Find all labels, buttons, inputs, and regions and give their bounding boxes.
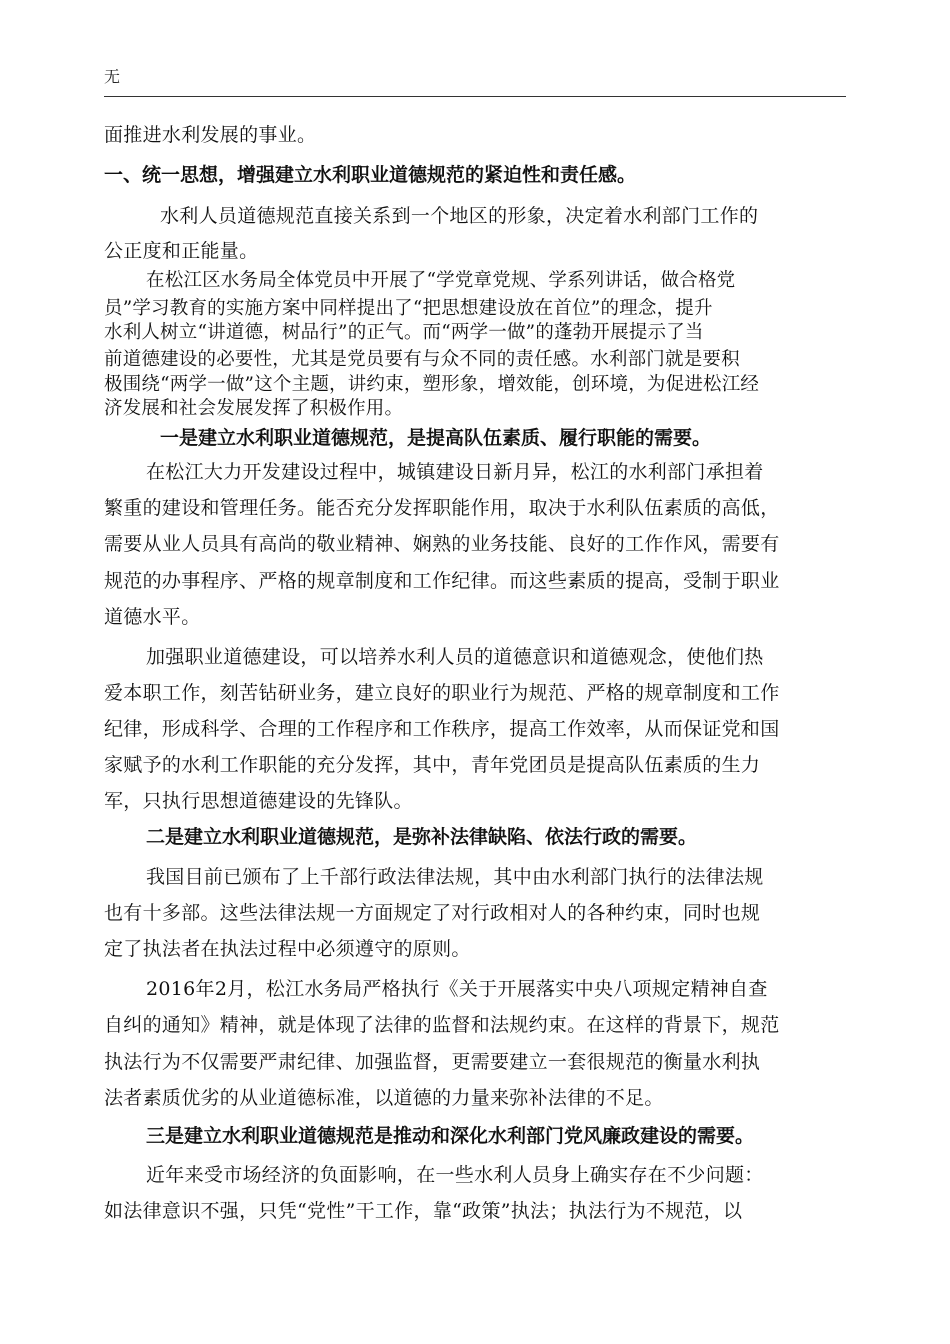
text-line: 规范的办事程序、严格的规章制度和工作纪律。而这些素质的提高，受制于职业 xyxy=(104,570,780,592)
text-line: 面推进水利发展的事业。 xyxy=(104,124,317,146)
text-line: 如法律意识不强，只凭“党性”干工作，靠“政策”执法；执法行为不规范，以 xyxy=(104,1200,743,1222)
text-line: 公正度和正能量。 xyxy=(104,240,259,262)
page-header-mark: 无 xyxy=(104,67,121,86)
text-line: 水利人员道德规范直接关系到一个地区的形象，决定着水利部门工作的 xyxy=(160,205,759,227)
section-heading: 一、统一思想，增强建立水利职业道德规范的紧迫性和责任感。 xyxy=(104,164,637,186)
text-line: 繁重的建设和管理任务。能否充分发挥职能作用，取决于水利队伍素质的高低， xyxy=(104,497,780,519)
text-line: 2016年2月，松江水务局严格执行《关于开展落实中央八项规定精神自查 xyxy=(146,978,768,1000)
text-line: 定了执法者在执法过程中必须遵守的原则。 xyxy=(104,938,471,960)
text-line: 我国目前已颁布了上千部行政法律法规，其中由水利部门执行的法律法规 xyxy=(146,866,764,888)
text-line: 自纠的通知》精神，就是体现了法律的监督和法规约束。在这样的背景下，规范 xyxy=(104,1014,780,1036)
text-line: 执法行为不仅需要严肃纪律、加强监督，更需要建立一套很规范的衡量水利执 xyxy=(104,1051,761,1073)
text-line: 加强职业道德建设，可以培养水利人员的道德意识和道德观念，使他们热 xyxy=(146,646,764,668)
subsection-heading: 一是建立水利职业道德规范，是提高队伍素质、履行职能的需要。 xyxy=(160,427,712,449)
text-line: 近年来受市场经济的负面影响，在一些水利人员身上确实存在不少问题： xyxy=(146,1164,764,1186)
text-line: 济发展和社会发展发挥了积极作用。 xyxy=(104,398,404,419)
header-divider xyxy=(104,96,846,97)
subsection-heading: 二是建立水利职业道德规范，是弥补法律缺陷、依法行政的需要。 xyxy=(146,826,698,848)
text-line: 法者素质优劣的从业道德标准，以道德的力量来弥补法律的不足。 xyxy=(104,1087,664,1109)
text-line: 军，只执行思想道德建设的先锋队。 xyxy=(104,790,413,812)
text-line: 极围绕“两学一做”这个主题，讲约束，塑形象，增效能，创环境，为促进松江经 xyxy=(104,374,760,395)
text-line: 水利人树立“讲道德，树品行”的正气。而“两学一做”的蓬勃开展提示了当 xyxy=(104,322,704,343)
text-line: 在松江区水务局全体党员中开展了“学党章党规、学系列讲话，做合格党 xyxy=(146,270,736,291)
text-line: 纪律，形成科学、合理的工作程序和工作秩序，提高工作效率，从而保证党和国 xyxy=(104,718,780,740)
subsection-heading: 三是建立水利职业道德规范是推动和深化水利部门党风廉政建设的需要。 xyxy=(146,1125,755,1147)
text-line: 前道德建设的必要性，尤其是党员要有与众不同的责任感。水利部门就是要积 xyxy=(104,349,740,370)
text-line: 在松江大力开发建设过程中，城镇建设日新月异，松江的水利部门承担着 xyxy=(146,461,764,483)
text-line: 也有十多部。这些法律法规一方面规定了对行政相对人的各种约束，同时也规 xyxy=(104,902,761,924)
text-line: 爱本职工作，刻苦钻研业务，建立良好的职业行为规范、严格的规章制度和工作 xyxy=(104,682,780,704)
text-line: 道德水平。 xyxy=(104,606,201,628)
text-line: 家赋予的水利工作职能的充分发挥，其中，青年党团员是提高队伍素质的生力 xyxy=(104,754,761,776)
text-line: 员”学习教育的实施方案中同样提出了“把思想建设放在首位”的理念，提升 xyxy=(104,298,713,319)
text-line: 需要从业人员具有高尚的敬业精神、娴熟的业务技能、良好的工作作风，需要有 xyxy=(104,533,780,555)
